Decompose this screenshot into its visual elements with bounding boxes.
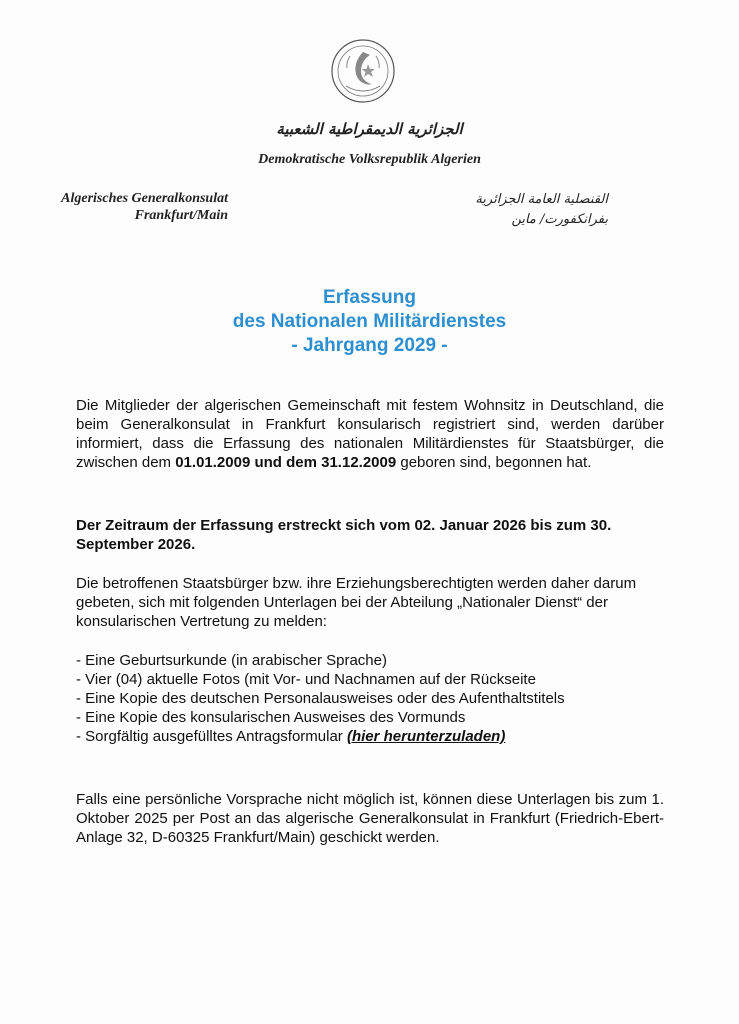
page-title: [0, 286, 739, 358]
form-item-text: - Sorgfältig ausgefülltes Antragsformular: [76, 728, 347, 745]
registration-period: Der Zeitraum der Erfassung erstreckt sich vom 02. Januar 2026 bis zum 30. September 2026.: [76, 517, 612, 553]
german-country-name: Demokratische Volksrepublik Algerien: [258, 152, 481, 167]
list-item: - Eine Geburtsurkunde (in arabischer Sprache): [76, 652, 387, 669]
list-item: - Vier (04) aktuelle Fotos (mit Vor- und Nachnamen auf der Rückseite: [76, 671, 536, 688]
arabic-country-name: الجزائرية الديمقراطية الشعبية: [276, 120, 463, 138]
list-item-form: [76, 727, 664, 746]
consulate-name-arabic: [440, 190, 608, 230]
list-item: - Eine Kopie des deutschen Personalausweises oder des Aufenthaltstitels: [76, 690, 565, 707]
consulate-line: Algerisches Generalkonsulat: [61, 191, 228, 206]
postal-paragraph: Falls eine persönliche Vorsprache nicht möglich ist, können diese Unterlagen bis zum 1. Oktober 2025 per Post an das algerische Generalkonsulat in Frankfurt (Friedrich-Ebert-Anlage 32, D-60325 Frankfurt/Main) geschickt werden.: [76, 791, 664, 846]
intro-paragraph: [76, 396, 664, 472]
title-line-3: - Jahrgang 2029 -: [291, 335, 448, 356]
download-form-link[interactable]: (hier herunterzuladen): [346, 728, 506, 745]
intro-text: Die Mitglieder der algerischen Gemeinschaft mit festem Wohnsitz in Deutschland, die beim Generalkonsulat in Frankfurt konsularisch registriert sind, werden darüber informiert, dass die Erfassung des nationalen Militärdienstes für Staatsbürger, die zwischen dem: [76, 397, 664, 471]
list-item: - Eine Kopie des konsularischen Ausweises des Vormunds: [76, 709, 466, 726]
title-line-2: des Nationalen Militärdienstes: [232, 311, 507, 332]
consulate-city: Frankfurt/Main: [134, 208, 228, 223]
consulate-line-arabic: القنصلية العامة الجزائرية: [475, 192, 608, 207]
birth-date-range: 01.01.2009 und dem 31.12.2009: [175, 454, 397, 471]
required-documents-list: [76, 651, 664, 746]
consulate-city-arabic: بفرانكفورت/ ماين: [511, 212, 608, 227]
intro-text-end: geboren sind, begonnen hat.: [396, 454, 592, 471]
title-line-1: Erfassung: [323, 287, 416, 308]
request-paragraph: Die betroffenen Staatsbürger bzw. ihre Erziehungsberechtigten werden daher darum gebeten, sich mit folgenden Unterlagen bei der Abteilung „Nationaler Dienst“ der konsularischen Vertretung zu melden:: [76, 575, 637, 630]
consulate-name-german: [38, 190, 228, 224]
algeria-state-seal-icon: [330, 38, 396, 104]
